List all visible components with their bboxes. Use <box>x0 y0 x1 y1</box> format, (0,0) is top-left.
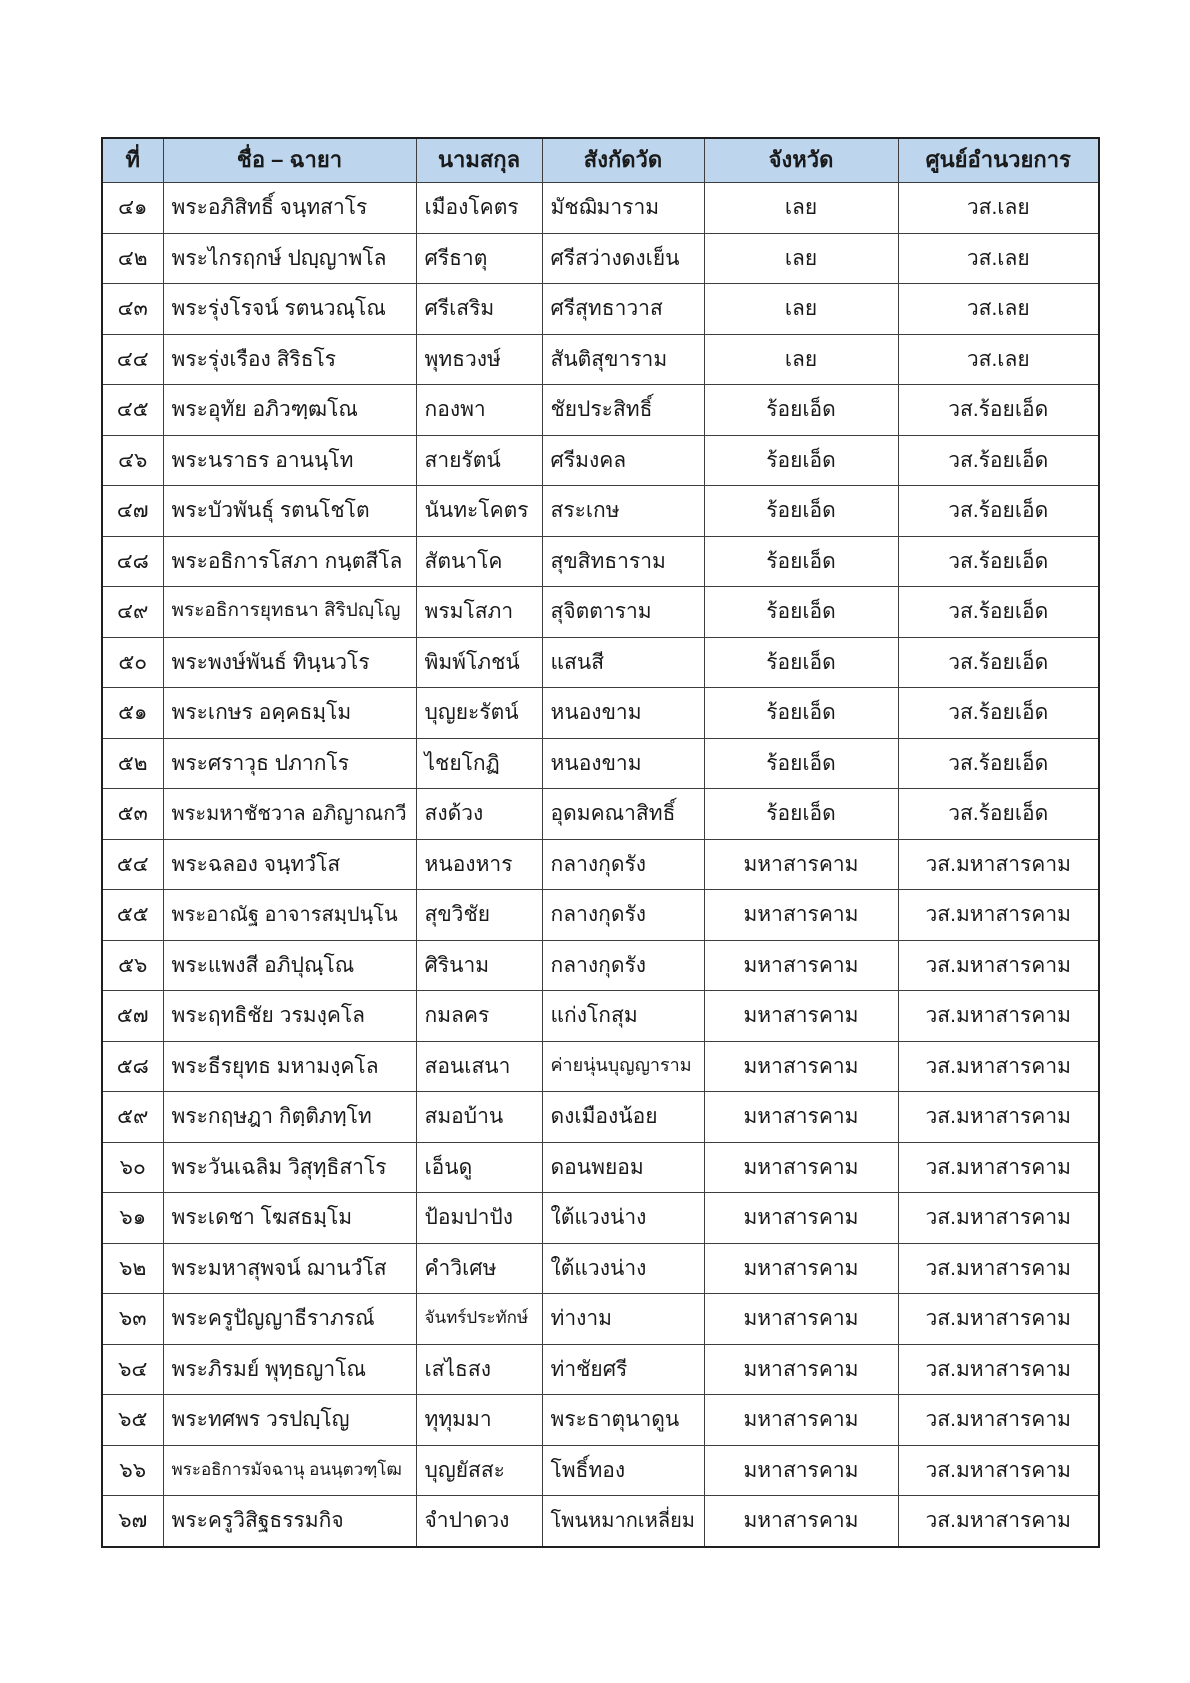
cell-name: พระกฤษฎา กิตฺติภทฺโท <box>163 1092 416 1143</box>
table-row <box>102 536 1099 587</box>
cell-province: ร้อยเอ็ด <box>704 789 898 840</box>
cell-temple: ศรีสว่างดงเย็น <box>542 233 704 284</box>
cell-center: วส.ร้อยเอ็ด <box>898 688 1099 739</box>
cell-surname: เสไธสง <box>416 1344 542 1395</box>
cell-row-number: ๔๘ <box>102 536 163 587</box>
cell-row-number: ๕๓ <box>102 789 163 840</box>
cell-temple: ศรีมงคล <box>542 435 704 486</box>
monk-roster-table <box>101 137 1100 1548</box>
cell-surname: สุขวิชัย <box>416 890 542 941</box>
table-row <box>102 940 1099 991</box>
cell-row-number: ๔๙ <box>102 587 163 638</box>
cell-row-number: ๖๑ <box>102 1193 163 1244</box>
cell-row-number: ๕๐ <box>102 637 163 688</box>
table-row <box>102 1395 1099 1446</box>
cell-row-number: ๔๕ <box>102 385 163 436</box>
cell-name: พระพงษ์พันธ์ ทินฺนวโร <box>163 637 416 688</box>
cell-temple: โพธิ์ทอง <box>542 1445 704 1496</box>
cell-surname: สายรัตน์ <box>416 435 542 486</box>
cell-province: เลย <box>704 334 898 385</box>
cell-surname: ทุทุมมา <box>416 1395 542 1446</box>
cell-name: พระอุทัย อภิวฑฺฒโณ <box>163 385 416 436</box>
cell-row-number: ๕๖ <box>102 940 163 991</box>
cell-center: วส.มหาสารคาม <box>898 991 1099 1042</box>
cell-surname: หนองหาร <box>416 839 542 890</box>
table-row <box>102 233 1099 284</box>
cell-province: มหาสารคาม <box>704 1193 898 1244</box>
cell-province: ร้อยเอ็ด <box>704 587 898 638</box>
cell-name: พระฤทธิชัย วรมงฺคโล <box>163 991 416 1042</box>
cell-temple: อุดมคณาสิทธิ์ <box>542 789 704 840</box>
cell-surname: ไชยโกฏิ <box>416 738 542 789</box>
cell-center: วส.มหาสารคาม <box>898 1395 1099 1446</box>
cell-temple: สันติสุขาราม <box>542 334 704 385</box>
cell-province: มหาสารคาม <box>704 1445 898 1496</box>
cell-center: วส.มหาสารคาม <box>898 1445 1099 1496</box>
cell-surname: พิมพ์โภชน์ <box>416 637 542 688</box>
cell-row-number: ๔๓ <box>102 284 163 335</box>
header-surname: นามสกุล <box>416 138 542 183</box>
table-row <box>102 183 1099 234</box>
header-no: ที่ <box>102 138 163 183</box>
cell-temple: กลางกุดรัง <box>542 839 704 890</box>
cell-temple: กลางกุดรัง <box>542 940 704 991</box>
cell-surname: เอ็นดู <box>416 1142 542 1193</box>
table-row <box>102 1496 1099 1547</box>
cell-row-number: ๖๐ <box>102 1142 163 1193</box>
table-row <box>102 688 1099 739</box>
table-row <box>102 1041 1099 1092</box>
cell-name: พระรุ่งเรือง สิริธโร <box>163 334 416 385</box>
cell-center: วส.มหาสารคาม <box>898 1344 1099 1395</box>
cell-temple: ศรีสุทธาวาส <box>542 284 704 335</box>
cell-temple: หนองขาม <box>542 738 704 789</box>
cell-center: วส.มหาสารคาม <box>898 1142 1099 1193</box>
table-row <box>102 1243 1099 1294</box>
cell-center: วส.เลย <box>898 334 1099 385</box>
table-row <box>102 1445 1099 1496</box>
cell-center: วส.มหาสารคาม <box>898 839 1099 890</box>
table-row <box>102 1142 1099 1193</box>
cell-province: ร้อยเอ็ด <box>704 688 898 739</box>
cell-province: เลย <box>704 233 898 284</box>
table-row <box>102 839 1099 890</box>
cell-surname: บุญยะรัตน์ <box>416 688 542 739</box>
cell-name: พระเกษร อคฺคธมฺโม <box>163 688 416 739</box>
cell-surname: จันทร์ประทักษ์ <box>416 1294 542 1345</box>
cell-row-number: ๕๕ <box>102 890 163 941</box>
cell-surname: บุญยัสสะ <box>416 1445 542 1496</box>
cell-surname: กองพา <box>416 385 542 436</box>
cell-center: วส.มหาสารคาม <box>898 1294 1099 1345</box>
cell-surname: ศรีเสริม <box>416 284 542 335</box>
cell-province: เลย <box>704 284 898 335</box>
cell-surname: สัตนาโค <box>416 536 542 587</box>
table-row <box>102 385 1099 436</box>
cell-name: พระไกรฤกษ์ ปญฺญาพโล <box>163 233 416 284</box>
cell-temple: มัชฌิมาราม <box>542 183 704 234</box>
cell-row-number: ๖๔ <box>102 1344 163 1395</box>
cell-name: พระแพงสี อภิปุณฺโณ <box>163 940 416 991</box>
table-row <box>102 991 1099 1042</box>
table-row <box>102 1092 1099 1143</box>
cell-name: พระฉลอง จนฺทวํโส <box>163 839 416 890</box>
cell-province: มหาสารคาม <box>704 1344 898 1395</box>
cell-province: เลย <box>704 183 898 234</box>
table-row <box>102 1193 1099 1244</box>
cell-temple: สระเกษ <box>542 486 704 537</box>
cell-province: มหาสารคาม <box>704 991 898 1042</box>
cell-surname: ศรีธาตุ <box>416 233 542 284</box>
cell-row-number: ๕๑ <box>102 688 163 739</box>
table-row <box>102 334 1099 385</box>
cell-province: มหาสารคาม <box>704 1395 898 1446</box>
cell-row-number: ๔๑ <box>102 183 163 234</box>
cell-center: วส.ร้อยเอ็ด <box>898 587 1099 638</box>
header-name: ชื่อ – ฉายา <box>163 138 416 183</box>
cell-surname: จำปาดวง <box>416 1496 542 1547</box>
cell-center: วส.เลย <box>898 183 1099 234</box>
cell-province: มหาสารคาม <box>704 1142 898 1193</box>
cell-center: วส.ร้อยเอ็ด <box>898 738 1099 789</box>
cell-center: วส.มหาสารคาม <box>898 1041 1099 1092</box>
cell-center: วส.มหาสารคาม <box>898 1243 1099 1294</box>
table-row <box>102 1294 1099 1345</box>
cell-center: วส.ร้อยเอ็ด <box>898 385 1099 436</box>
cell-row-number: ๖๓ <box>102 1294 163 1345</box>
cell-surname: พุทธวงษ์ <box>416 334 542 385</box>
cell-temple: แสนสี <box>542 637 704 688</box>
cell-province: มหาสารคาม <box>704 1243 898 1294</box>
cell-surname: กมลคร <box>416 991 542 1042</box>
cell-center: วส.ร้อยเอ็ด <box>898 435 1099 486</box>
cell-temple: สุขสิทธาราม <box>542 536 704 587</box>
cell-row-number: ๕๙ <box>102 1092 163 1143</box>
cell-temple: สุจิตตาราม <box>542 587 704 638</box>
cell-temple: ท่างาม <box>542 1294 704 1345</box>
cell-temple: ดอนพยอม <box>542 1142 704 1193</box>
cell-center: วส.มหาสารคาม <box>898 1496 1099 1547</box>
cell-row-number: ๕๗ <box>102 991 163 1042</box>
header-center: ศูนย์อำนวยการ <box>898 138 1099 183</box>
cell-center: วส.มหาสารคาม <box>898 890 1099 941</box>
cell-province: ร้อยเอ็ด <box>704 385 898 436</box>
table-row <box>102 587 1099 638</box>
cell-temple: หนองขาม <box>542 688 704 739</box>
cell-surname: เมืองโคตร <box>416 183 542 234</box>
cell-row-number: ๖๕ <box>102 1395 163 1446</box>
cell-name: พระมหาสุพจน์ ฌานวํโส <box>163 1243 416 1294</box>
cell-name: พระอธิการยุทธนา สิริปญฺโญ <box>163 587 416 638</box>
cell-temple: โพนหมากเหลี่ยม <box>542 1496 704 1547</box>
table-row <box>102 1344 1099 1395</box>
cell-temple: แก่งโกสุม <box>542 991 704 1042</box>
cell-name: พระครูปัญญาธีราภรณ์ <box>163 1294 416 1345</box>
cell-name: พระมหาชัชวาล อภิญาณกวี <box>163 789 416 840</box>
cell-name: พระอภิสิทธิ์ จนฺทสาโร <box>163 183 416 234</box>
cell-name: พระวันเฉลิม วิสุทฺธิสาโร <box>163 1142 416 1193</box>
cell-surname: สมอบ้าน <box>416 1092 542 1143</box>
table-header-row <box>102 138 1099 183</box>
cell-row-number: ๕๔ <box>102 839 163 890</box>
header-temple: สังกัดวัด <box>542 138 704 183</box>
cell-center: วส.มหาสารคาม <box>898 1092 1099 1143</box>
cell-province: มหาสารคาม <box>704 1041 898 1092</box>
cell-surname: คำวิเศษ <box>416 1243 542 1294</box>
cell-name: พระธีรยุทธ มหามงฺคโล <box>163 1041 416 1092</box>
cell-temple: ใต้แวงน่าง <box>542 1193 704 1244</box>
cell-center: วส.เลย <box>898 233 1099 284</box>
cell-temple: ชัยประสิทธิ์ <box>542 385 704 436</box>
cell-province: ร้อยเอ็ด <box>704 536 898 587</box>
cell-surname: สอนเสนา <box>416 1041 542 1092</box>
table-row <box>102 486 1099 537</box>
table-row <box>102 637 1099 688</box>
cell-center: วส.ร้อยเอ็ด <box>898 789 1099 840</box>
cell-name: พระรุ่งโรจน์ รตนวณฺโณ <box>163 284 416 335</box>
cell-row-number: ๖๒ <box>102 1243 163 1294</box>
cell-temple: ท่าชัยศรี <box>542 1344 704 1395</box>
cell-row-number: ๔๔ <box>102 334 163 385</box>
cell-name: พระทศพร วรปญฺโญ <box>163 1395 416 1446</box>
cell-province: มหาสารคาม <box>704 890 898 941</box>
cell-surname: ศิรินาม <box>416 940 542 991</box>
cell-name: พระเดชา โฆสธมฺโม <box>163 1193 416 1244</box>
cell-row-number: ๖๗ <box>102 1496 163 1547</box>
table-row <box>102 435 1099 486</box>
cell-center: วส.มหาสารคาม <box>898 1193 1099 1244</box>
table-row <box>102 738 1099 789</box>
cell-name: พระอธิการมัจฉานุ อนนฺตวฑฺโฒ <box>163 1445 416 1496</box>
cell-center: วส.ร้อยเอ็ด <box>898 486 1099 537</box>
cell-temple: ดงเมืองน้อย <box>542 1092 704 1143</box>
cell-row-number: ๖๖ <box>102 1445 163 1496</box>
cell-center: วส.ร้อยเอ็ด <box>898 536 1099 587</box>
header-province: จังหวัด <box>704 138 898 183</box>
cell-temple: ค่ายนุ่นบุญญาราม <box>542 1041 704 1092</box>
cell-name: พระภิรมย์ พุทฺธญาโณ <box>163 1344 416 1395</box>
cell-surname: นันทะโคตร <box>416 486 542 537</box>
cell-row-number: ๔๒ <box>102 233 163 284</box>
cell-row-number: ๔๖ <box>102 435 163 486</box>
cell-name: พระครูวิสิฐธรรมกิจ <box>163 1496 416 1547</box>
cell-province: มหาสารคาม <box>704 839 898 890</box>
cell-province: มหาสารคาม <box>704 1294 898 1345</box>
table-row <box>102 890 1099 941</box>
cell-province: มหาสารคาม <box>704 1496 898 1547</box>
cell-row-number: ๔๗ <box>102 486 163 537</box>
cell-province: ร้อยเอ็ด <box>704 435 898 486</box>
cell-name: พระอธิการโสภา กนฺตสีโล <box>163 536 416 587</box>
cell-name: พระบัวพันธุ์ รตนโชโต <box>163 486 416 537</box>
cell-province: ร้อยเอ็ด <box>704 486 898 537</box>
cell-name: พระศราวุธ ปภากโร <box>163 738 416 789</box>
cell-row-number: ๕๒ <box>102 738 163 789</box>
cell-province: มหาสารคาม <box>704 940 898 991</box>
cell-name: พระอาณัฐ อาจารสมฺปนฺโน <box>163 890 416 941</box>
cell-province: ร้อยเอ็ด <box>704 738 898 789</box>
cell-temple: ใต้แวงน่าง <box>542 1243 704 1294</box>
cell-surname: สงด้วง <box>416 789 542 840</box>
cell-province: มหาสารคาม <box>704 1092 898 1143</box>
cell-surname: ป้อมปาปัง <box>416 1193 542 1244</box>
table-row <box>102 789 1099 840</box>
cell-center: วส.มหาสารคาม <box>898 940 1099 991</box>
cell-temple: กลางกุดรัง <box>542 890 704 941</box>
table-row <box>102 284 1099 335</box>
cell-province: ร้อยเอ็ด <box>704 637 898 688</box>
cell-center: วส.เลย <box>898 284 1099 335</box>
cell-name: พระนราธร อานนฺโท <box>163 435 416 486</box>
cell-row-number: ๕๘ <box>102 1041 163 1092</box>
cell-temple: พระธาตุนาดูน <box>542 1395 704 1446</box>
cell-surname: พรมโสภา <box>416 587 542 638</box>
cell-center: วส.ร้อยเอ็ด <box>898 637 1099 688</box>
